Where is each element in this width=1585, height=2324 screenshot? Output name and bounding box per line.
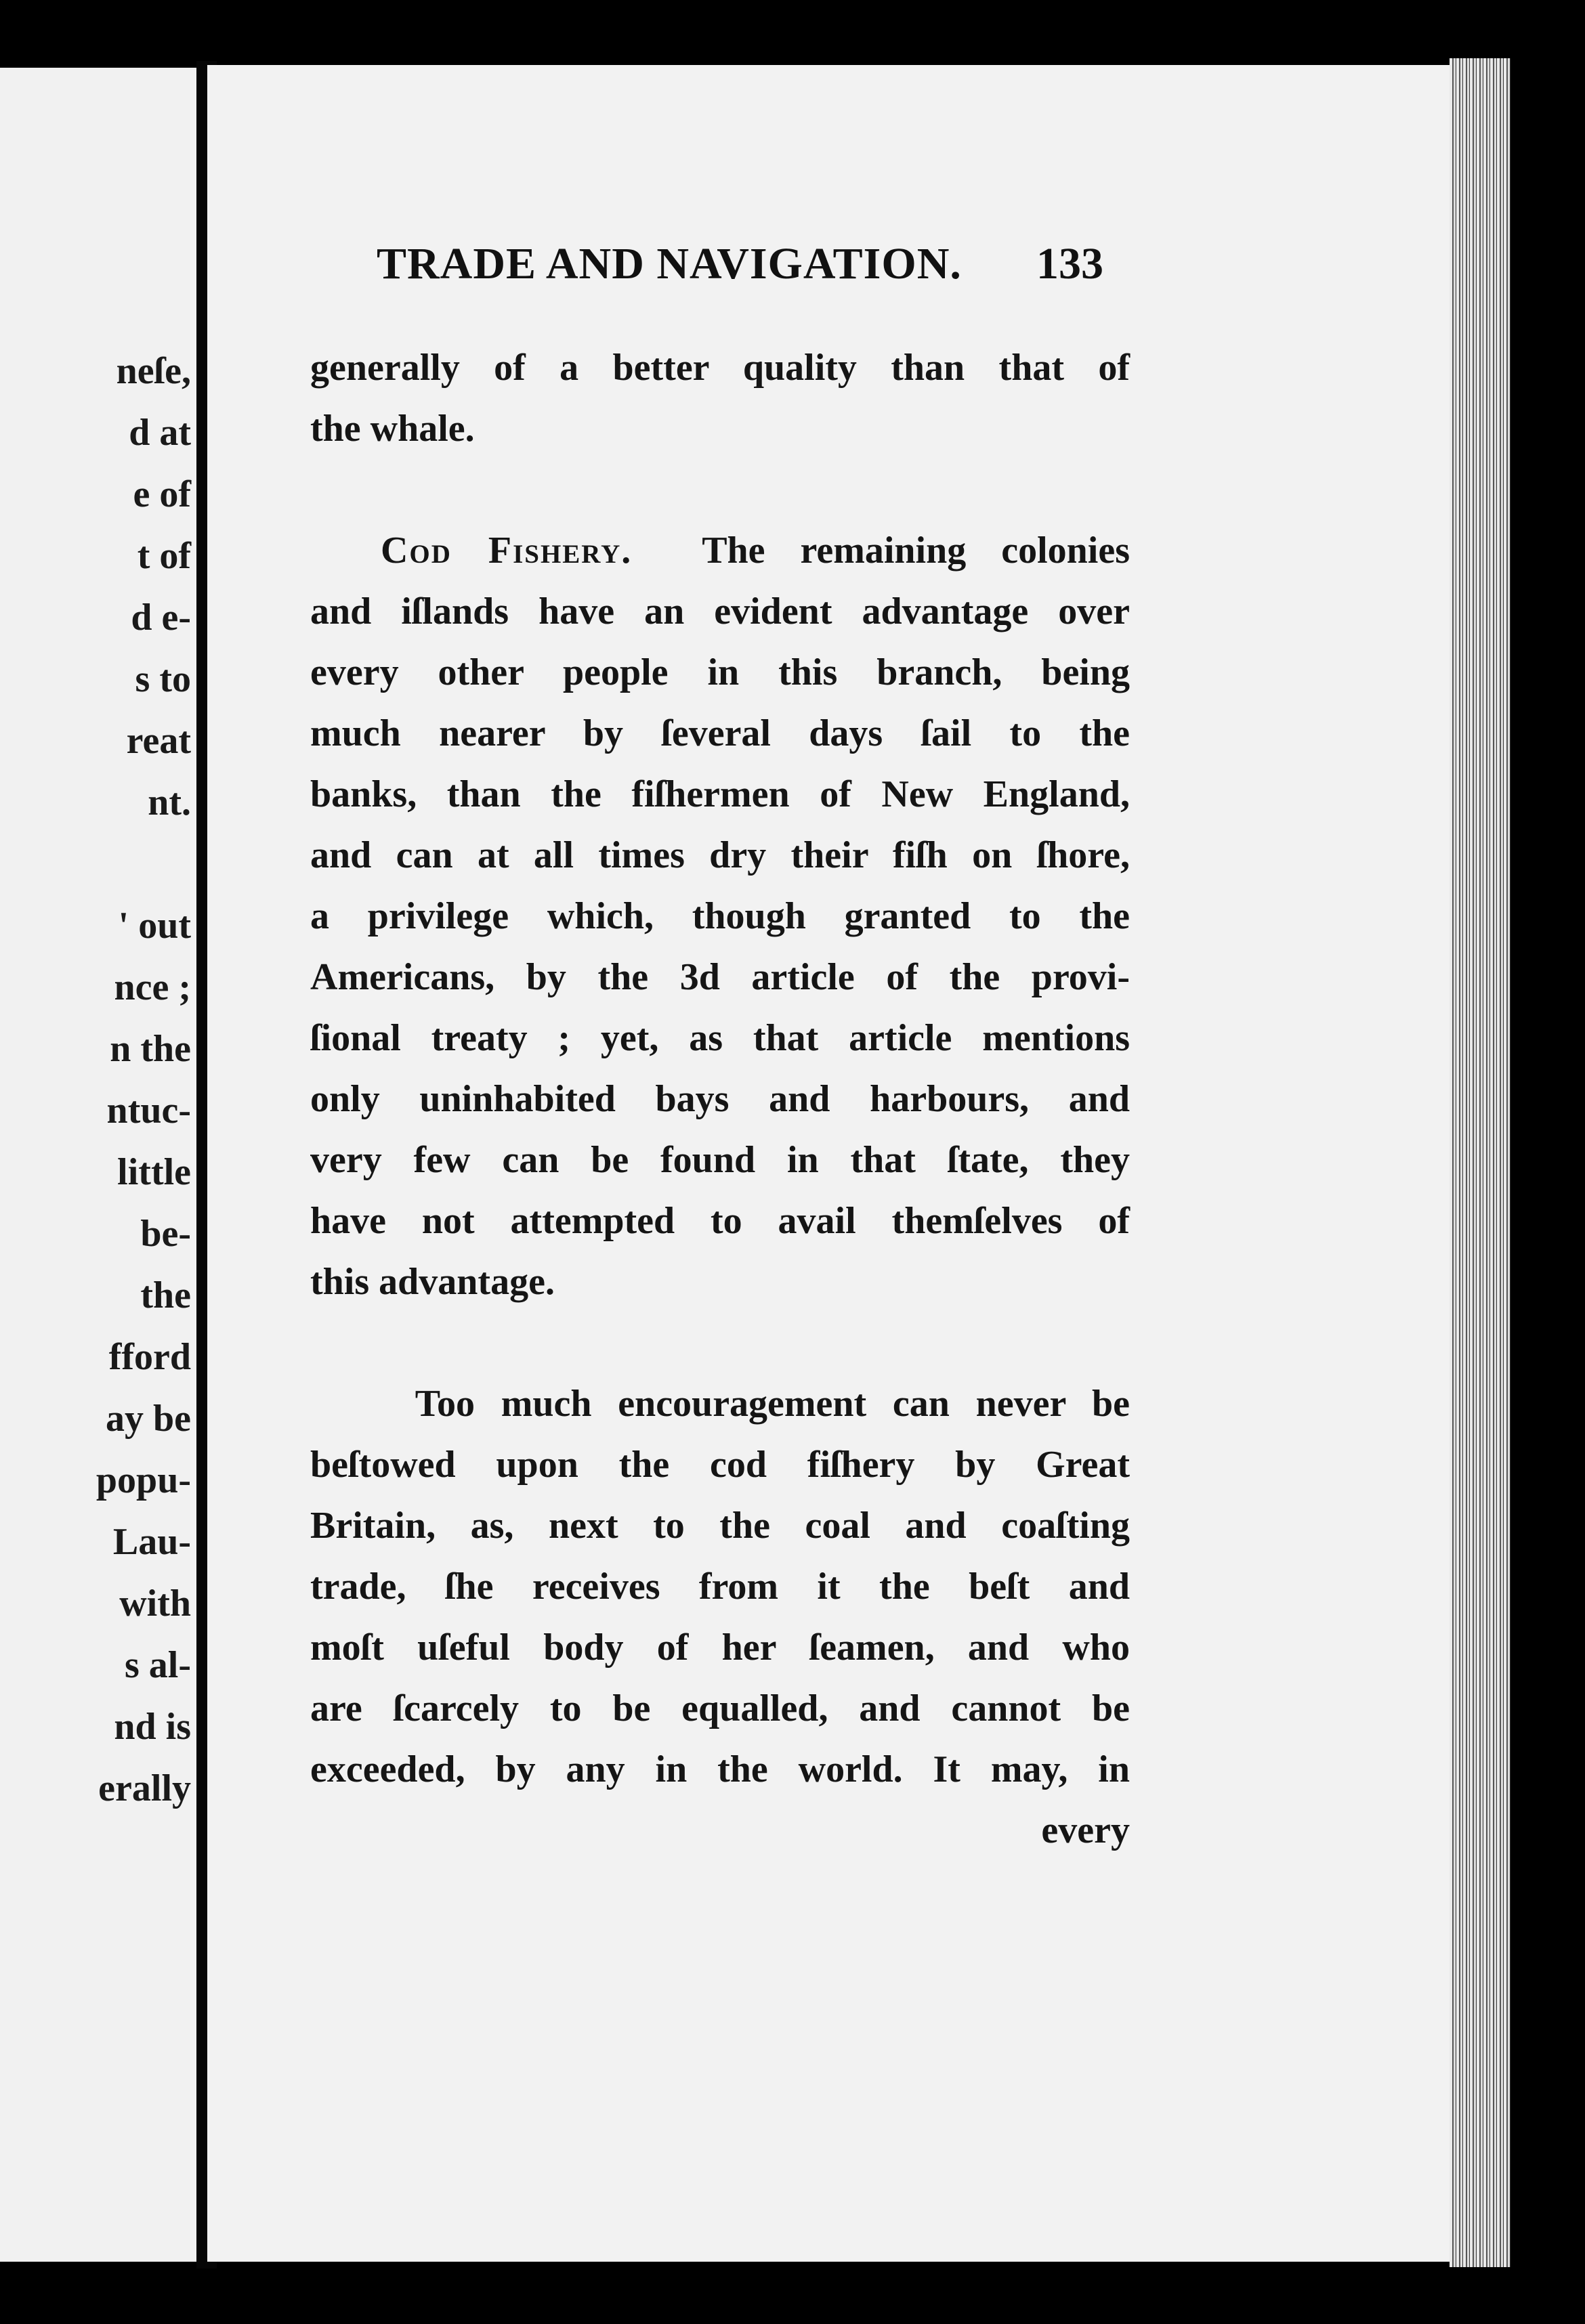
facing-page-text-fragment: the <box>140 1274 191 1316</box>
facing-page-text-fragment: neſe, <box>116 350 191 392</box>
text-line: beſtowed upon the cod fiſhery by Great <box>310 1444 1130 1486</box>
text-line: much nearer by ſeveral days ſail to the <box>310 712 1130 754</box>
facing-page-left <box>0 68 196 2262</box>
text-line-rest: The remaining colonies <box>702 530 1130 572</box>
facing-page-text-fragment: with <box>119 1583 191 1624</box>
facing-page-text-fragment: s to <box>135 658 191 700</box>
text-line: trade, ſhe receives from it the beſt and <box>310 1566 1130 1608</box>
text-line <box>310 520 1130 581</box>
text-line: ſional treaty ; yet, as that article mentions <box>310 1017 1130 1059</box>
text-line <box>310 1373 1130 1434</box>
text-line: Britain, as, next to the coal and coaſting <box>310 1505 1130 1547</box>
facing-page-text-fragment: Lau- <box>112 1521 191 1563</box>
text-line: and can at all times dry their fiſh on ſhore, <box>310 834 1130 876</box>
facing-page-text-fragment: t of <box>137 535 191 577</box>
facing-page-text-fragment: e of <box>133 473 191 515</box>
facing-page-text-fragment: nt. <box>148 781 191 823</box>
facing-page-text-fragment: little <box>117 1151 191 1193</box>
facing-page-text-fragment: n the <box>110 1028 191 1070</box>
text-line: exceeded, by any in the world. It may, in <box>310 1748 1130 1790</box>
text-line: generally of a better quality than that of <box>310 347 1130 389</box>
facing-page-text-fragment: be- <box>140 1213 191 1255</box>
catchword: every <box>1041 1809 1130 1851</box>
facing-page-text-fragment: ntuc- <box>106 1090 191 1132</box>
facing-page-text-fragment: fford <box>108 1336 191 1378</box>
text-line: every other people in this branch, being <box>310 651 1130 693</box>
facing-page-text-fragment: reat <box>126 720 191 762</box>
facing-page-text-fragment: ' out <box>118 905 191 947</box>
text-line: the whale. <box>310 408 475 450</box>
facing-page-text-fragment: erally <box>98 1767 191 1809</box>
text-line: are ſcarcely to be equalled, and cannot be <box>310 1687 1130 1729</box>
text-line-content: Too much encouragement can never be <box>415 1383 1130 1425</box>
text-line: have not attempted to avail themſelves of <box>310 1200 1130 1242</box>
text-line: banks, than the fiſhermen of New England, <box>310 773 1130 815</box>
facing-page-text-fragment: d at <box>129 412 191 454</box>
paragraph-1 <box>310 337 1130 459</box>
text-line: Americans, by the 3d article of the provi- <box>310 956 1130 998</box>
facing-page-text-fragment: ay be <box>106 1398 191 1440</box>
paragraph-2 <box>310 520 1130 1312</box>
facing-page-text-fragment: nd is <box>114 1706 191 1748</box>
facing-page-text-fragment: popu- <box>96 1459 191 1501</box>
facing-page-text-fragment: nce ; <box>114 966 191 1008</box>
running-head: TRADE AND NAVIGATION. <box>377 239 962 288</box>
section-heading: Cod Fishery. <box>380 530 633 572</box>
text-line: and iſlands have an evident advantage over <box>310 590 1130 632</box>
facing-page-text-fragment: d e- <box>131 597 191 639</box>
text-line: a privilege which, though granted to the <box>310 895 1130 937</box>
text-line: this advantage. <box>310 1261 555 1303</box>
text-line: moſt uſeful body of her ſeamen, and who <box>310 1627 1130 1669</box>
page-edge-stack <box>1450 58 1510 2267</box>
body-text <box>310 337 1130 1861</box>
paragraph-3 <box>310 1373 1130 1800</box>
facing-page-text-fragment: s al- <box>125 1644 191 1686</box>
text-line: only uninhabited bays and harbours, and <box>310 1078 1130 1120</box>
text-line: very few can be found in that ſtate, they <box>310 1139 1130 1181</box>
page-number: 133 <box>1036 239 1103 288</box>
